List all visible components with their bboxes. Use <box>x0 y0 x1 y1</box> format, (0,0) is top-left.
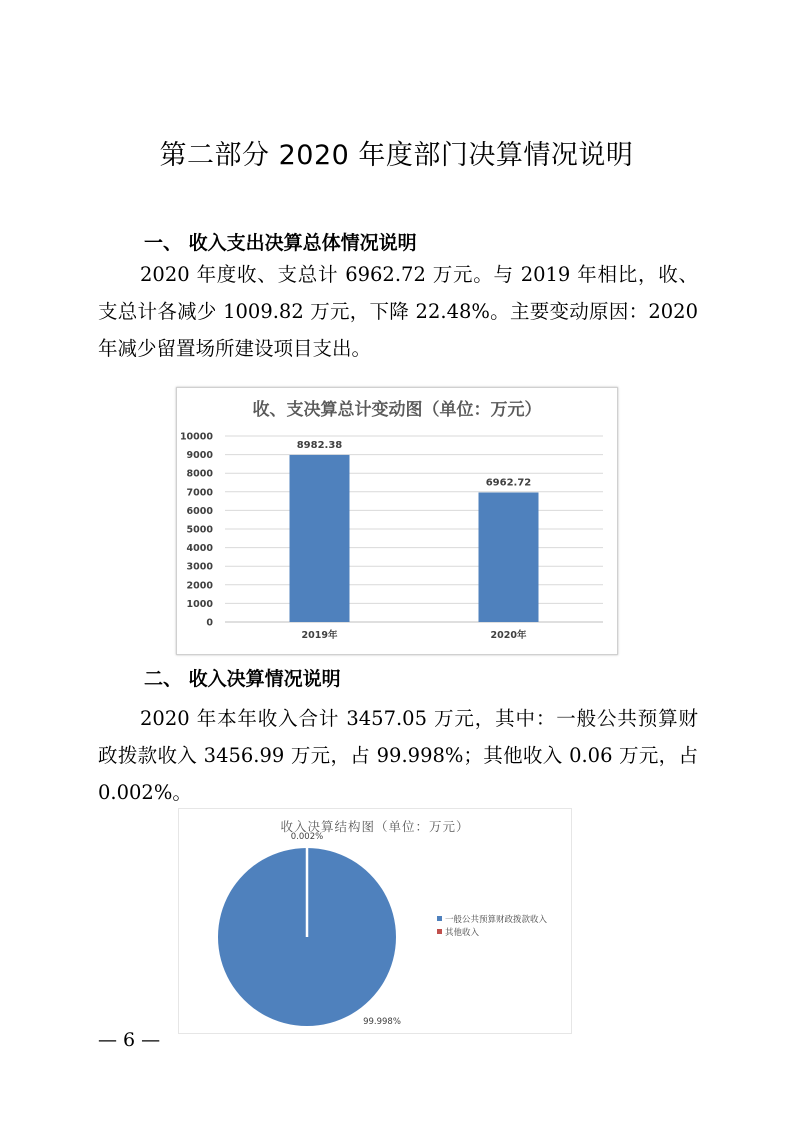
y-tick-label: 4000 <box>186 543 213 555</box>
bar-data-label: 6962.72 <box>485 477 532 489</box>
bar-chart-svg <box>177 388 617 654</box>
paragraph-line: 年减少留置场所建设项目支出。 <box>98 337 372 360</box>
paragraph-line: 2020 年度收、支总计 6962.72 万元。与 2019 年相比，收、 <box>140 263 698 286</box>
bar-data-label: 8982.38 <box>296 439 343 451</box>
x-tick-label: 2019年 <box>301 630 338 641</box>
y-tick-label: 2000 <box>186 580 213 592</box>
y-tick-label: 10000 <box>179 431 213 443</box>
x-tick-label: 2020年 <box>490 630 527 641</box>
y-tick-label: 3000 <box>186 561 213 573</box>
paragraph-line: 支总计各减少 1009.82 万元，下降 22.48%。主要变动原因：2020 <box>98 300 698 323</box>
legend-swatch <box>437 929 442 934</box>
section1-paragraph <box>98 256 698 367</box>
chart-title: 收、支决算总计变动图（单位：万元） <box>252 400 542 420</box>
section-heading-2: 二、 收入决算情况说明 <box>144 668 341 690</box>
y-tick-label: 8000 <box>186 468 213 480</box>
y-tick-label: 1000 <box>186 598 213 610</box>
y-tick-label: 7000 <box>186 487 213 499</box>
bar <box>479 492 539 622</box>
y-tick-label: 5000 <box>186 524 213 536</box>
section-heading-1: 一、 收入支出决算总体情况说明 <box>144 232 417 254</box>
page-number: — 6 — <box>98 1029 161 1051</box>
bar <box>290 455 350 622</box>
bar-chart <box>176 387 618 655</box>
pie-data-label: 99.998% <box>363 1017 401 1027</box>
pie-chart <box>178 808 572 1034</box>
legend-label: 其他收入 <box>445 928 480 938</box>
y-tick-label: 0 <box>206 617 213 629</box>
legend-swatch <box>437 916 442 921</box>
pie-chart-svg <box>179 809 571 1033</box>
page-title: 第二部分 2020 年度部门决算情况说明 <box>159 140 634 171</box>
legend-label: 一般公共预算财政拨款收入 <box>445 915 548 925</box>
paragraph-line: 0.002%。 <box>98 781 192 804</box>
paragraph-line: 2020 年本年收入合计 3457.05 万元，其中：一般公共预算财 <box>140 707 698 730</box>
y-tick-label: 9000 <box>186 450 213 462</box>
y-tick-label: 6000 <box>186 505 213 517</box>
pie-data-label: 0.002% <box>290 832 324 842</box>
paragraph-line: 政拨款收入 3456.99 万元，占 99.998%；其他收入 0.06 万元，占 <box>98 744 698 767</box>
section2-paragraph <box>98 700 698 811</box>
chart-title: 收入决算结构图（单位：万元） <box>280 819 470 834</box>
